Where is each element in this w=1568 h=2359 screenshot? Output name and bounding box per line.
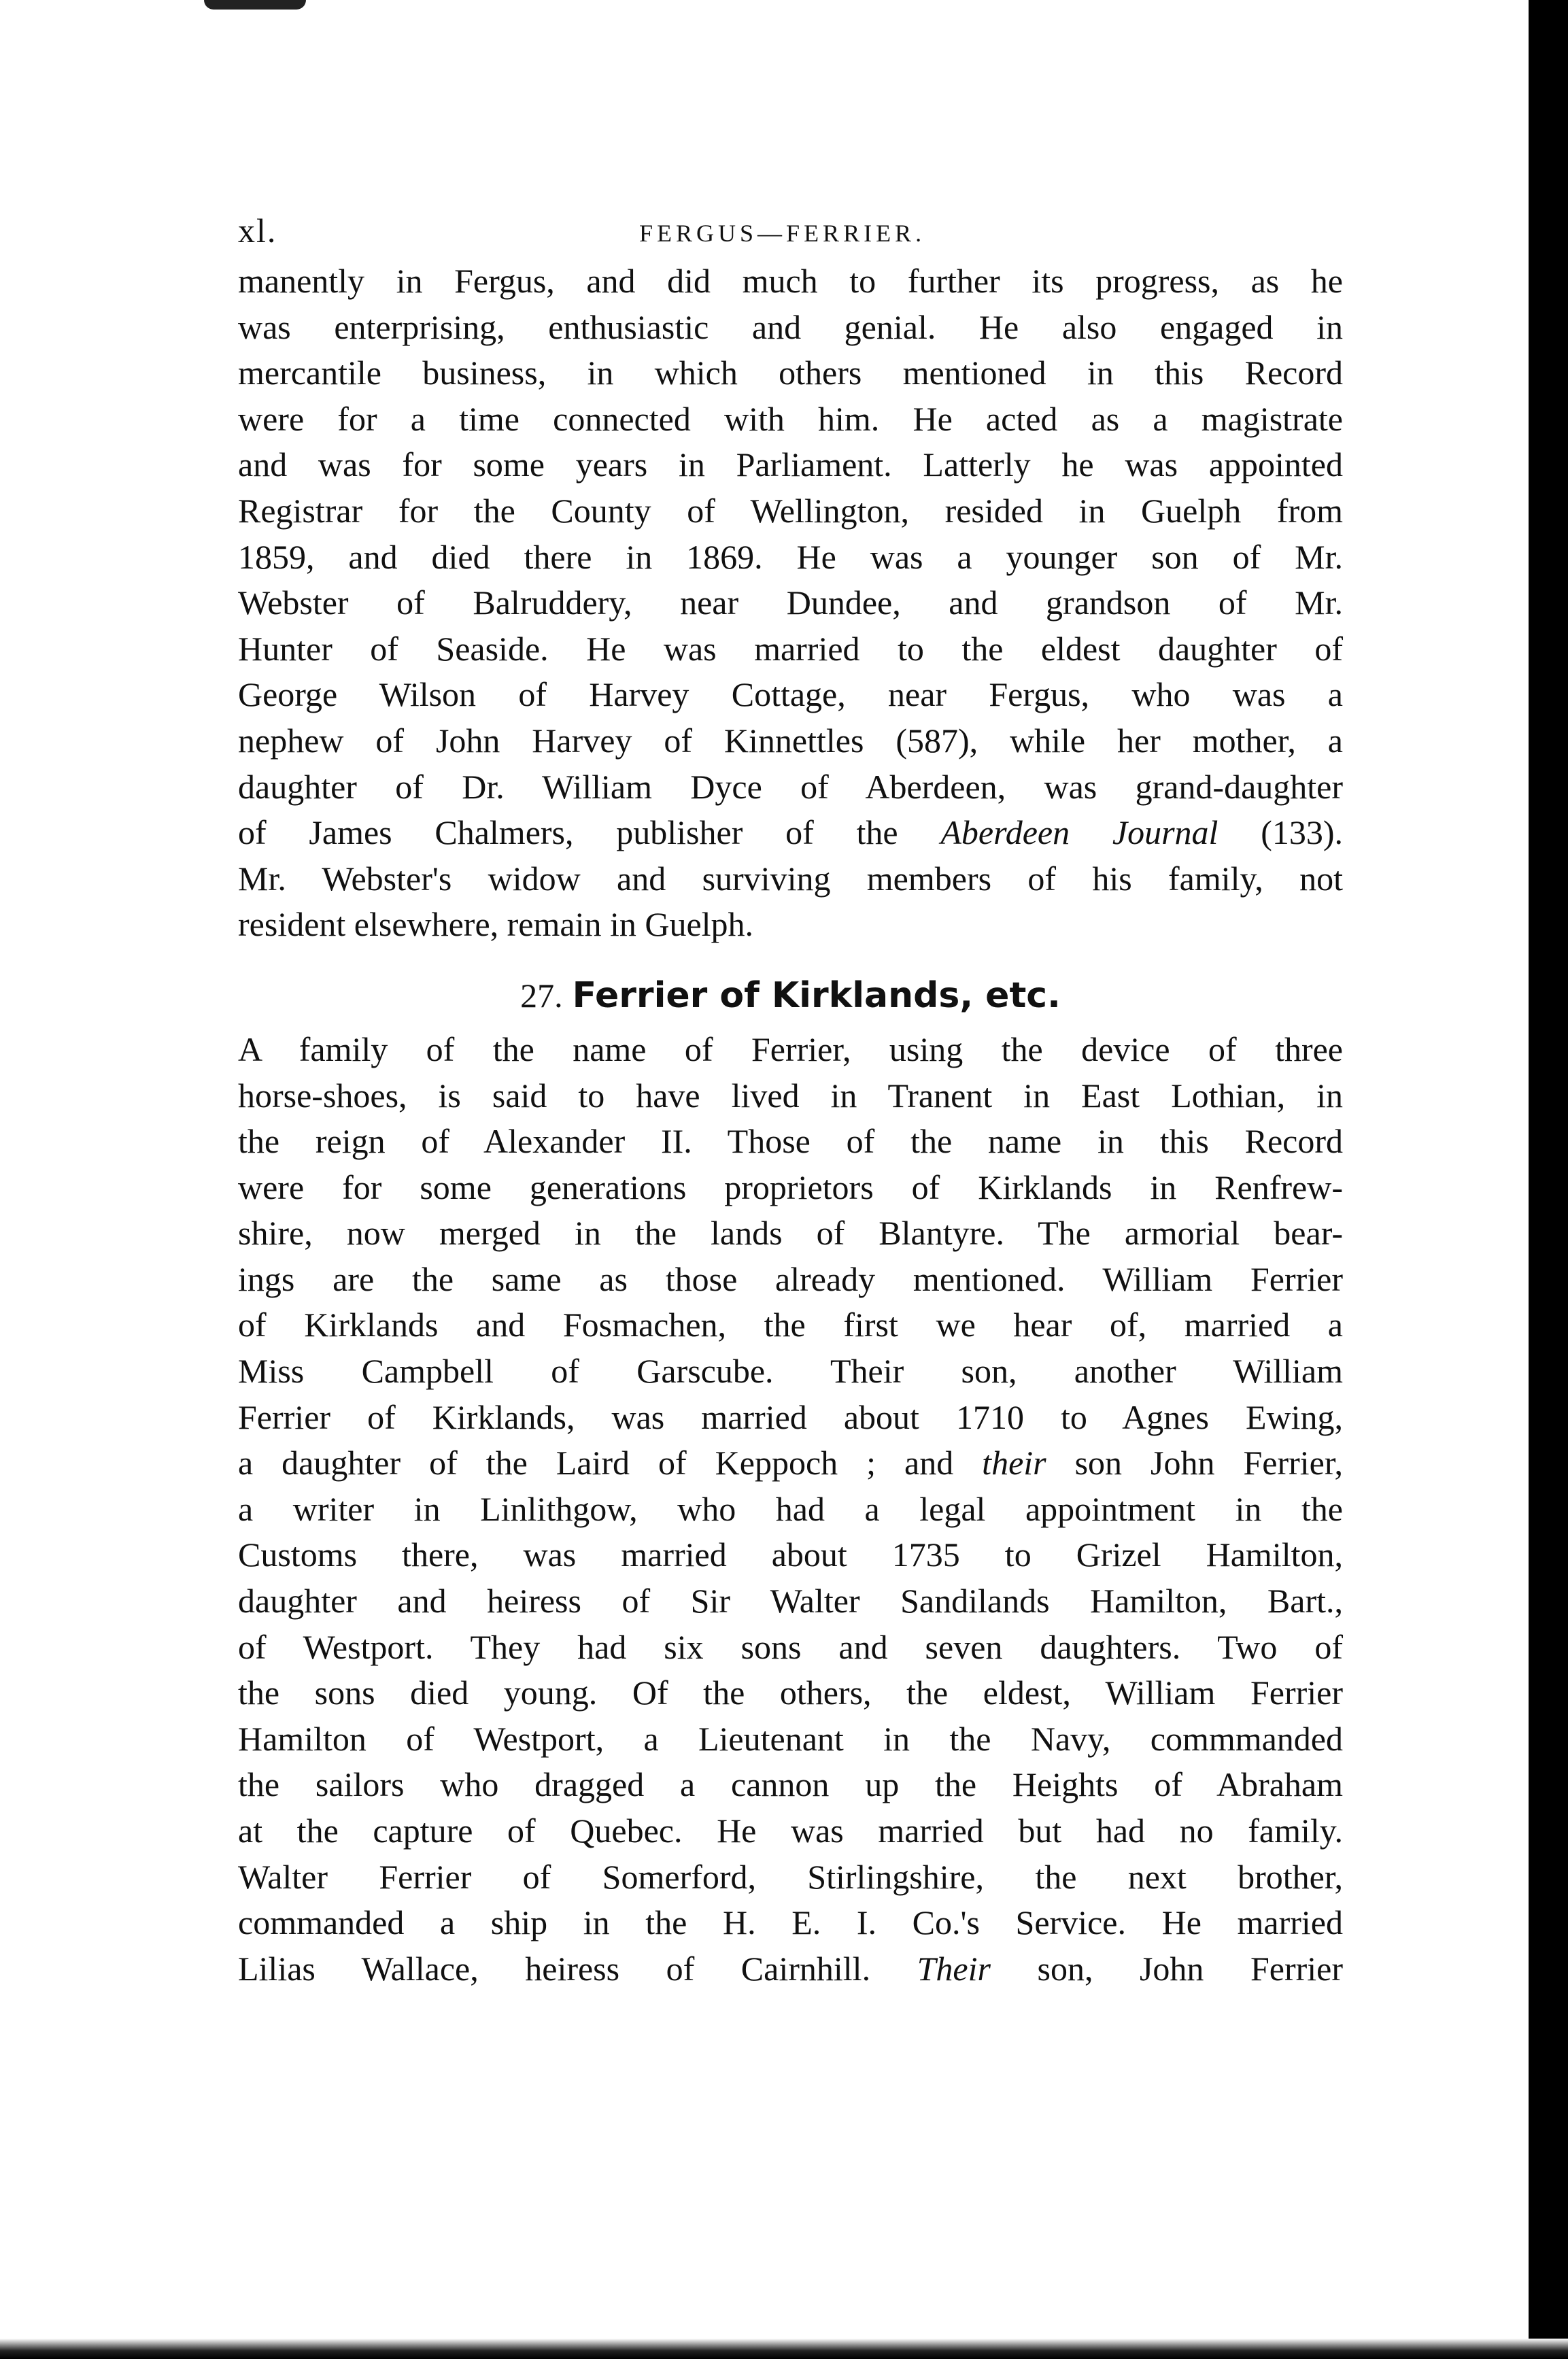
text-segment: son John Ferrier, — [1046, 1444, 1343, 1482]
page-folio: xl. — [238, 211, 277, 250]
text-line: the sons died young. Of the others, the eldest, William Ferrier — [238, 1674, 1343, 1712]
section-number: 27. — [520, 976, 563, 1015]
text-line: were for some generations proprietors of Kirklands in Renfrew- — [238, 1168, 1343, 1206]
running-head — [238, 204, 1343, 258]
text-line: commanded a ship in the H. E. I. Co.'s Service. He married — [238, 1903, 1343, 1942]
text-line: the reign of Alexander II. Those of the name in this Record — [238, 1122, 1343, 1161]
text-line: were for a time connected with him. He acted as a magistrate — [238, 399, 1343, 438]
text-line: horse-shoes, is said to have lived in Tranent in East Lothian, in — [238, 1076, 1343, 1115]
text-line: manently in Fergus, and did much to further its progress, as he — [238, 262, 1343, 300]
text-line: daughter and heiress of Sir Walter Sandilands Hamilton, Bart., — [238, 1582, 1343, 1620]
italic-word: their — [982, 1444, 1046, 1482]
text-line: Webster of Balruddery, near Dundee, and grandson of Mr. — [238, 583, 1343, 622]
text-segment: Lilias Wallace, heiress of Cairnhill. — [238, 1949, 917, 1988]
section-title: Ferrier of Kirklands, etc. — [572, 974, 1061, 1016]
text-line: resident elsewhere, remain in Guelph. — [238, 905, 754, 944]
text-line: of Westport. They had six sons and seven daughters. Two of — [238, 1627, 1343, 1666]
text-line: Customs there, was married about 1735 to Grizel Hamilton, — [238, 1535, 1343, 1574]
scan-edge-bottom — [0, 2339, 1568, 2359]
text-line: nephew of John Harvey of Kinnettles (587), while her mother, a — [238, 721, 1343, 760]
text-line: Walter Ferrier of Somerford, Stirlingshire, the next brother, — [238, 1857, 1343, 1896]
text-line: A family of the name of Ferrier, using the device of three — [238, 1030, 1343, 1068]
text-line: Hunter of Seaside. He was married to the eldest daughter of — [238, 629, 1343, 668]
text-line: Registrar for the County of Wellington, resided in Guelph from — [238, 491, 1343, 530]
text-line: shire, now merged in the lands of Blantyre. The armorial bear- — [238, 1214, 1343, 1253]
text-line: ings are the same as those already mentioned. William Ferrier — [238, 1259, 1343, 1298]
running-title: FERGUS—FERRIER. — [639, 220, 926, 247]
italic-word: Their — [917, 1949, 991, 1988]
text-line-journal — [238, 810, 1343, 856]
text-line: Hamilton of Westport, a Lieutenant in the Navy, commmanded — [238, 1719, 1343, 1758]
scan-edge-right — [1529, 0, 1568, 2359]
text-line: at the capture of Quebec. He was married but had no family. — [238, 1812, 1343, 1850]
text-line: daughter of Dr. William Dyce of Aberdeen, was grand-daughter — [238, 767, 1343, 806]
text-line: and was for some years in Parliament. Latterly he was appointed — [238, 445, 1343, 484]
book-page — [238, 204, 1343, 1992]
text-line: George Wilson of Harvey Cottage, near Fergus, who was a — [238, 675, 1343, 714]
text-segment: son, John Ferrier — [990, 1949, 1343, 1988]
text-line: mercantile business, in which others mentioned in this Record — [238, 354, 1343, 392]
text-line: the sailors who dragged a cannon up the Heights of Abraham — [238, 1765, 1343, 1804]
text-segment: a daughter of the Laird of Keppoch ; and — [238, 1444, 983, 1482]
text-line: Mr. Webster's widow and surviving members of his family, not — [238, 859, 1343, 898]
text-line: 1859, and died there in 1869. He was a younger son of Mr. — [238, 537, 1343, 576]
text-line: of Kirklands and Fosmachen, the first we hear of, married a — [238, 1306, 1343, 1344]
scan-edge-top — [204, 0, 306, 10]
text-segment: (133). — [1218, 813, 1343, 852]
text-line-their-son — [238, 1946, 1343, 1992]
section-heading — [238, 970, 1343, 1021]
text-line-their — [238, 1440, 1343, 1487]
text-line: Ferrier of Kirklands, was married about 1710 to Agnes Ewing, — [238, 1397, 1343, 1436]
text-line: was enterprising, enthusiastic and genial. He also engaged in — [238, 307, 1343, 346]
text-line: Miss Campbell of Garscube. Their son, another William — [238, 1352, 1343, 1391]
text-segment: of James Chalmers, publisher of the — [238, 813, 941, 852]
journal-title-italic: Aberdeen Journal — [940, 813, 1218, 852]
paragraph-ferrier — [238, 1027, 1343, 1992]
paragraph-webster — [238, 258, 1343, 948]
text-line: a writer in Linlithgow, who had a legal appointment in the — [238, 1489, 1343, 1528]
